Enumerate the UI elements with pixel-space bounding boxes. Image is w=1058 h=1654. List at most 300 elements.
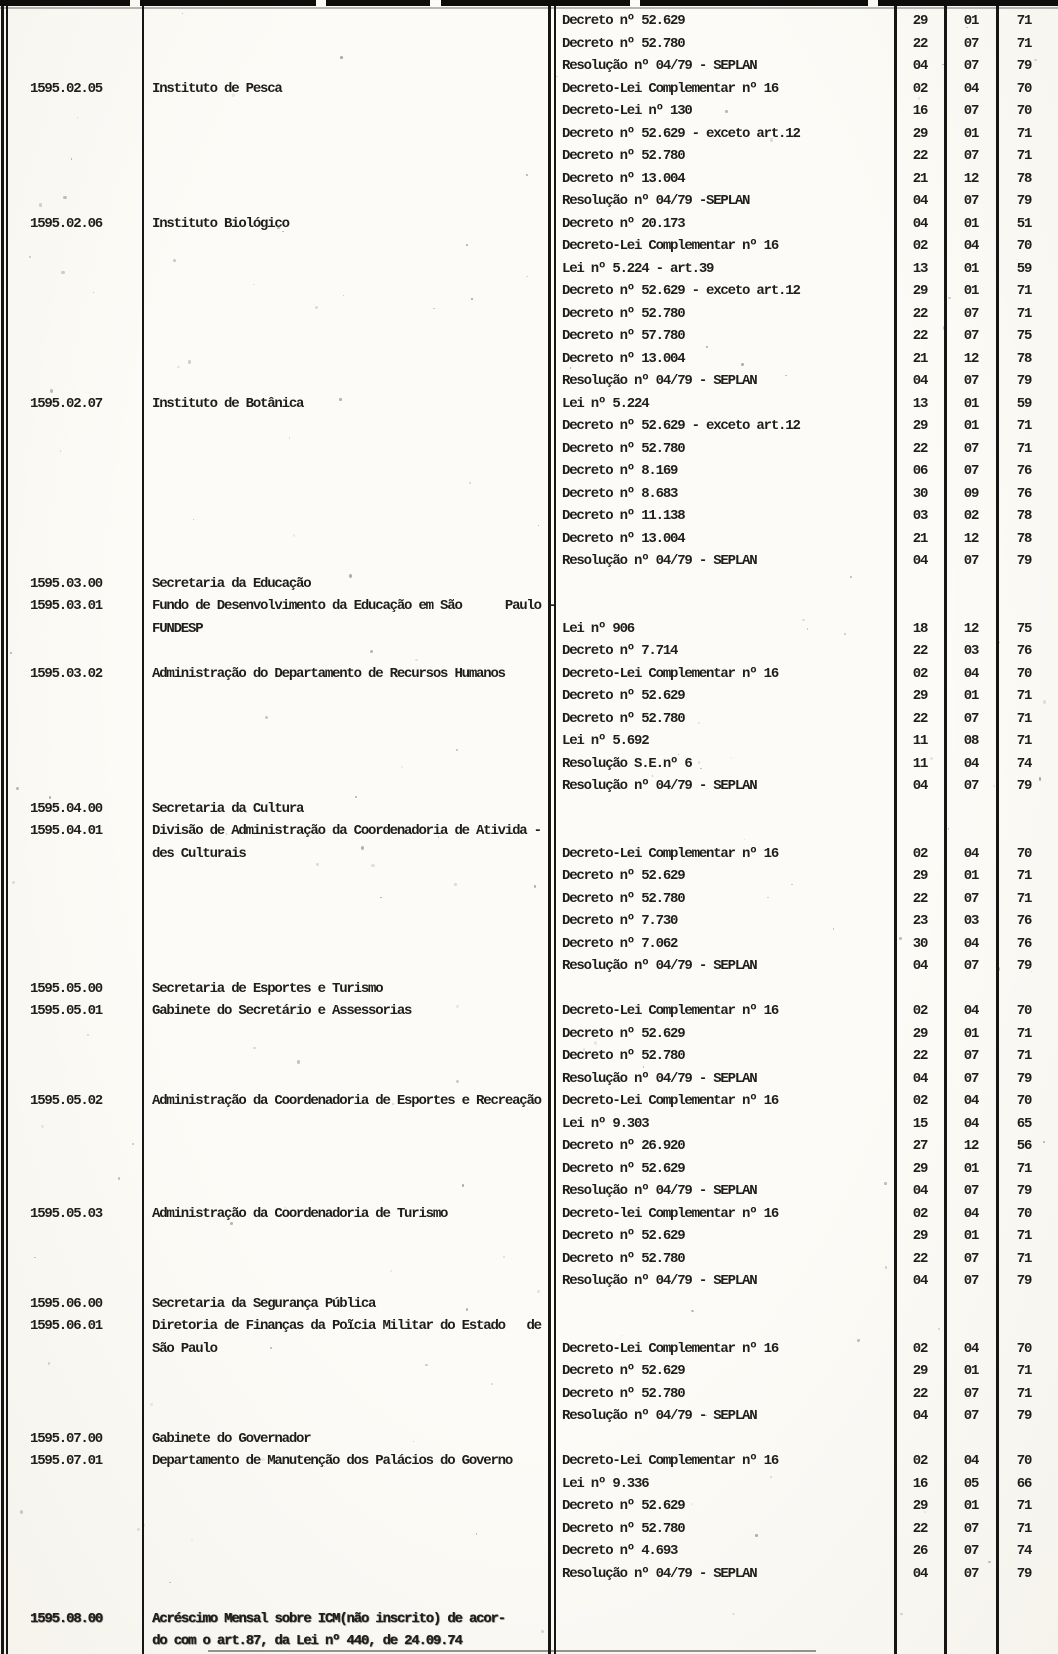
day-cell: 02 <box>912 80 928 97</box>
day-cell: 29 <box>912 13 928 29</box>
day-cell: 22 <box>912 643 928 659</box>
day-cell: 02 <box>912 845 928 862</box>
year-cell: 71 <box>1016 283 1032 299</box>
month-cell: 07 <box>963 1543 979 1559</box>
table-row <box>0 640 1058 663</box>
legal-basis-cell: Resolução nº 04/79 - SEPLAN <box>562 958 757 974</box>
year-cell: 79 <box>1016 373 1032 389</box>
table-row <box>0 1090 1058 1113</box>
day-cell: 13 <box>912 260 928 277</box>
year-cell: 79 <box>1016 193 1032 209</box>
month-cell: 04 <box>963 845 979 862</box>
unit-name-cell: Instituto de Pesca <box>152 80 282 97</box>
unit-code-cell: 1595.03.00 <box>30 575 103 592</box>
year-cell: 71 <box>1016 1498 1032 1514</box>
year-cell: 75 <box>1016 620 1032 637</box>
table-row <box>0 235 1058 258</box>
table-row <box>0 550 1058 573</box>
table-top-border-segment <box>640 0 868 6</box>
legal-basis-cell: Decreto nº 52.629 - exceto art.12 <box>562 283 800 299</box>
month-cell: 07 <box>963 1183 979 1199</box>
table-row <box>0 1473 1058 1496</box>
day-cell: 26 <box>912 1543 928 1559</box>
month-cell: 01 <box>963 1363 979 1379</box>
unit-code-cell: 1595.05.00 <box>30 980 103 997</box>
legal-basis-cell: Decreto nº 52.629 <box>562 1498 685 1514</box>
day-cell: 21 <box>912 170 928 187</box>
table-row <box>0 955 1058 978</box>
year-cell: 71 <box>1016 1048 1032 1064</box>
month-cell: 07 <box>963 373 979 389</box>
legal-basis-cell: Lei nº 9.336 <box>562 1475 649 1492</box>
unit-name-cell: Secretaria de Esportes e Turismo <box>152 980 383 997</box>
month-cell: 03 <box>963 643 979 659</box>
legal-basis-cell: Decreto-Lei Complementar nº 16 <box>562 1093 779 1109</box>
legal-basis-cell: Decreto nº 4.693 <box>562 1543 678 1559</box>
table-row <box>0 213 1058 236</box>
legal-basis-cell: Decreto-Lei Complementar nº 16 <box>562 1340 779 1357</box>
year-cell: 71 <box>1016 688 1032 704</box>
legal-basis-cell: Decreto nº 52.780 <box>562 710 685 727</box>
legal-basis-cell: Resolução nº 04/79 - SEPLAN <box>562 1273 757 1289</box>
day-cell: 22 <box>912 1520 928 1537</box>
year-cell: 70 <box>1016 238 1032 254</box>
month-cell: 01 <box>963 688 979 704</box>
table-row <box>0 1360 1058 1383</box>
table-row <box>0 1495 1058 1518</box>
year-cell: 70 <box>1016 80 1032 97</box>
legal-basis-cell: Decreto nº 20.173 <box>562 215 685 232</box>
legal-basis-cell: Resolução nº 04/79 - SEPLAN <box>562 1183 757 1199</box>
table-row <box>0 933 1058 956</box>
unit-code-cell: 1595.03.01 <box>30 598 103 614</box>
table-row <box>0 1068 1058 1091</box>
table-row <box>0 685 1058 708</box>
table-row <box>0 528 1058 551</box>
day-cell: 22 <box>912 328 928 344</box>
table-row <box>0 168 1058 191</box>
legal-basis-cell: Lei nº 5.224 <box>562 395 649 412</box>
table-row <box>0 280 1058 303</box>
unit-code-cell: 1595.02.06 <box>30 215 103 232</box>
table-row <box>0 865 1058 888</box>
table-row <box>0 1518 1058 1541</box>
legal-basis-cell: Decreto nº 13.004 <box>562 170 685 187</box>
day-cell: 30 <box>912 935 928 952</box>
legal-basis-cell: Decreto nº 7.714 <box>562 643 678 659</box>
month-cell: 04 <box>963 238 979 254</box>
table-row <box>0 843 1058 866</box>
legal-basis-cell: Decreto nº 13.004 <box>562 350 685 367</box>
table-top-border-segment <box>326 0 430 6</box>
year-cell: 59 <box>1016 260 1032 277</box>
day-cell: 29 <box>912 418 928 434</box>
month-cell: 07 <box>963 328 979 344</box>
day-cell: 11 <box>912 733 928 749</box>
unit-code-cell: 1595.08.00 <box>30 1610 103 1627</box>
month-cell: 01 <box>963 13 979 29</box>
day-cell: 04 <box>912 958 928 974</box>
table-row <box>0 123 1058 146</box>
day-cell: 18 <box>912 620 928 637</box>
day-cell: 30 <box>912 485 928 502</box>
year-cell: 71 <box>1016 148 1032 164</box>
year-cell: 79 <box>1016 778 1032 794</box>
table-row <box>0 325 1058 348</box>
unit-code-cell: 1595.02.07 <box>30 395 103 412</box>
year-cell: 65 <box>1016 1115 1032 1132</box>
table-row <box>0 1540 1058 1563</box>
month-cell: 08 <box>963 733 979 749</box>
legal-basis-cell: Lei nº 9.303 <box>562 1115 649 1132</box>
day-cell: 02 <box>912 1093 928 1109</box>
unit-name-cell: Administração do Departamento de Recursos Humanos <box>152 665 505 682</box>
table-row <box>0 348 1058 371</box>
table-row <box>0 775 1058 798</box>
unit-name-cell: Departamento de Manutenção dos Palácios do Governo <box>152 1453 513 1469</box>
year-cell: 70 <box>1016 665 1032 682</box>
day-cell: 02 <box>912 1205 928 1222</box>
table-top-border-segment <box>878 0 1058 6</box>
unit-code-cell: 1595.04.01 <box>30 823 103 839</box>
day-cell: 04 <box>912 1273 928 1289</box>
legal-basis-cell: Decreto nº 52.780 <box>562 148 685 164</box>
table-row <box>0 573 1058 596</box>
table-row <box>0 663 1058 686</box>
year-cell: 71 <box>1016 1520 1032 1537</box>
year-cell: 79 <box>1016 1273 1032 1289</box>
table-row <box>0 415 1058 438</box>
month-cell: 12 <box>963 530 979 547</box>
legal-basis-cell: Decreto-Lei Complementar nº 16 <box>562 845 779 862</box>
month-cell: 09 <box>963 485 979 502</box>
legal-basis-cell: Decreto nº 52.780 <box>562 890 685 907</box>
day-cell: 06 <box>912 463 928 479</box>
year-cell: 78 <box>1016 170 1032 187</box>
legal-basis-cell: Decreto nº 52.629 <box>562 868 685 884</box>
table-top-border-segment <box>140 0 316 6</box>
unit-name-cell: Gabinete do Secretário e Assessorias <box>152 1003 412 1019</box>
year-cell: 71 <box>1016 1250 1032 1267</box>
year-cell: 79 <box>1016 1408 1032 1424</box>
legal-basis-cell: Decreto nº 52.629 <box>562 688 685 704</box>
unit-name-cell: do com o art.87, da Lei nº 440, de 24.09.74 <box>152 1633 462 1649</box>
unit-name-cell: Diretoria de Finanças da Poĩcia Militar do Estado de <box>152 1318 541 1334</box>
year-cell: 79 <box>1016 1565 1032 1582</box>
legal-basis-cell: Decreto nº 52.629 - exceto art.12 <box>562 418 800 434</box>
day-cell: 11 <box>912 755 928 772</box>
legal-basis-cell: Decreto nº 52.629 <box>562 1160 685 1177</box>
month-cell: 04 <box>963 1205 979 1222</box>
legal-basis-cell: Lei nº 5.224 - art.39 <box>562 260 714 277</box>
month-cell: 01 <box>963 125 979 142</box>
year-cell: 56 <box>1016 1138 1032 1154</box>
unit-name-cell: Fundo de Desenvolvimento da Educação em São Paulo - <box>152 598 556 614</box>
blank-row <box>0 1585 1058 1608</box>
year-cell: 51 <box>1016 215 1032 232</box>
table-row <box>0 820 1058 843</box>
table-row <box>0 303 1058 326</box>
year-cell: 71 <box>1016 890 1032 907</box>
legal-basis-cell: Decreto-Lei Complementar nº 16 <box>562 665 779 682</box>
year-cell: 75 <box>1016 328 1032 344</box>
year-cell: 70 <box>1016 1453 1032 1469</box>
day-cell: 02 <box>912 1340 928 1357</box>
month-cell: 07 <box>963 710 979 727</box>
legal-basis-cell: Decreto nº 52.629 - exceto art.12 <box>562 125 800 142</box>
legal-basis-cell: Decreto-Lei Complementar nº 16 <box>562 1003 779 1019</box>
unit-code-cell: 1595.05.03 <box>30 1205 103 1222</box>
table-row <box>0 978 1058 1001</box>
unit-name-cell: Divisão de Administração da Coordenadoria de Ativida - <box>152 823 541 839</box>
month-cell: 01 <box>963 868 979 884</box>
legal-basis-cell: Decreto nº 26.920 <box>562 1138 685 1154</box>
table-row <box>0 1180 1058 1203</box>
legal-basis-cell: Decreto nº 52.780 <box>562 305 685 322</box>
month-cell: 07 <box>963 305 979 322</box>
table-row <box>0 258 1058 281</box>
month-cell: 07 <box>963 890 979 907</box>
day-cell: 22 <box>912 1048 928 1064</box>
month-cell: 07 <box>963 440 979 457</box>
year-cell: 74 <box>1016 1543 1032 1559</box>
day-cell: 21 <box>912 350 928 367</box>
unit-name-cell: Gabinete do Governador <box>152 1430 311 1447</box>
day-cell: 29 <box>912 1228 928 1244</box>
table-row <box>0 1225 1058 1248</box>
year-cell: 74 <box>1016 755 1032 772</box>
day-cell: 29 <box>912 1160 928 1177</box>
month-cell: 07 <box>963 103 979 119</box>
legal-basis-cell: Decreto nº 7.062 <box>562 935 678 952</box>
year-cell: 70 <box>1016 1003 1032 1019</box>
legal-basis-cell: Decreto-Lei Complementar nº 16 <box>562 238 779 254</box>
day-cell: 29 <box>912 1498 928 1514</box>
month-cell: 07 <box>963 778 979 794</box>
year-cell: 70 <box>1016 103 1032 119</box>
year-cell: 76 <box>1016 485 1032 502</box>
day-cell: 23 <box>912 913 928 929</box>
table-row <box>0 505 1058 528</box>
legal-basis-cell: Decreto nº 52.780 <box>562 1520 685 1537</box>
unit-code-cell: 1595.02.05 <box>30 80 103 97</box>
table-row <box>0 1045 1058 1068</box>
year-cell: 76 <box>1016 643 1032 659</box>
month-cell: 12 <box>963 170 979 187</box>
unit-code-cell: 1595.06.00 <box>30 1295 103 1312</box>
year-cell: 71 <box>1016 1363 1032 1379</box>
table-row <box>0 1023 1058 1046</box>
table-row <box>0 55 1058 78</box>
month-cell: 01 <box>963 1025 979 1042</box>
month-cell: 04 <box>963 1115 979 1132</box>
table-row <box>0 1158 1058 1181</box>
table-row <box>0 888 1058 911</box>
month-cell: 07 <box>963 1565 979 1582</box>
month-cell: 04 <box>963 665 979 682</box>
month-cell: 04 <box>963 80 979 97</box>
month-cell: 01 <box>963 283 979 299</box>
unit-name-cell: FUNDESP <box>152 620 203 637</box>
year-cell: 79 <box>1016 1070 1032 1087</box>
month-cell: 07 <box>963 958 979 974</box>
day-cell: 16 <box>912 1475 928 1492</box>
legal-basis-cell: Decreto nº 52.780 <box>562 35 685 52</box>
month-cell: 04 <box>963 1453 979 1469</box>
table-row <box>0 618 1058 641</box>
year-cell: 71 <box>1016 305 1032 322</box>
day-cell: 04 <box>912 215 928 232</box>
year-cell: 79 <box>1016 58 1032 74</box>
month-cell: 07 <box>963 35 979 52</box>
legal-basis-cell: Decreto-Lei Complementar nº 16 <box>562 80 779 97</box>
year-cell: 76 <box>1016 935 1032 952</box>
day-cell: 03 <box>912 508 928 524</box>
table-row <box>0 1113 1058 1136</box>
day-cell: 13 <box>912 395 928 412</box>
day-cell: 02 <box>912 1003 928 1019</box>
table-row <box>0 1315 1058 1338</box>
month-cell: 07 <box>963 553 979 569</box>
table-row <box>0 708 1058 731</box>
month-cell: 07 <box>963 1048 979 1064</box>
month-cell: 01 <box>963 395 979 412</box>
month-cell: 01 <box>963 215 979 232</box>
table-row <box>0 1338 1058 1361</box>
year-cell: 70 <box>1016 1093 1032 1109</box>
unit-name-cell: Secretaria da Segurança Pública <box>152 1295 376 1312</box>
legal-basis-cell: Decreto-lei Complementar nº 16 <box>562 1205 779 1222</box>
day-cell: 29 <box>912 688 928 704</box>
day-cell: 29 <box>912 1025 928 1042</box>
month-cell: 12 <box>963 1138 979 1154</box>
legal-basis-cell: Resolução nº 04/79 - SEPLAN <box>562 58 757 74</box>
month-cell: 07 <box>963 1385 979 1402</box>
day-cell: 22 <box>912 890 928 907</box>
day-cell: 29 <box>912 1363 928 1379</box>
day-cell: 04 <box>912 193 928 209</box>
legal-basis-cell: Decreto nº 52.780 <box>562 1048 685 1064</box>
legal-basis-cell: Decreto nº 52.629 <box>562 1363 685 1379</box>
unit-name-cell: Administração da Coordenadoria de Esportes e Recreação <box>152 1093 541 1109</box>
unit-code-cell: 1595.04.00 <box>30 800 103 817</box>
table-row <box>0 1405 1058 1428</box>
legal-basis-cell: Decreto nº 52.780 <box>562 1385 685 1402</box>
legal-basis-cell: Resolução nº 04/79 - SEPLAN <box>562 373 757 389</box>
month-cell: 07 <box>963 148 979 164</box>
year-cell: 71 <box>1016 1228 1032 1244</box>
day-cell: 29 <box>912 283 928 299</box>
month-cell: 12 <box>963 350 979 367</box>
legal-basis-cell: Decreto nº 52.780 <box>562 440 685 457</box>
unit-code-cell: 1595.07.01 <box>30 1453 103 1469</box>
table-row <box>0 1203 1058 1226</box>
legal-basis-cell: Decreto nº 52.629 <box>562 1025 685 1042</box>
day-cell: 27 <box>912 1138 928 1154</box>
table-row <box>0 1428 1058 1451</box>
year-cell: 79 <box>1016 1183 1032 1199</box>
legal-basis-cell: Resolução nº 04/79 - SEPLAN <box>562 1070 757 1087</box>
day-cell: 04 <box>912 1565 928 1582</box>
table-top-border-thin-line <box>0 7 1058 9</box>
year-cell: 70 <box>1016 1340 1032 1357</box>
year-cell: 71 <box>1016 868 1032 884</box>
day-cell: 21 <box>912 530 928 547</box>
unit-name-cell: São Paulo <box>152 1340 217 1357</box>
month-cell: 04 <box>963 935 979 952</box>
year-cell: 71 <box>1016 1160 1032 1177</box>
table-row <box>0 1248 1058 1271</box>
table-bottom-border-segment <box>208 1650 816 1652</box>
table-row <box>0 438 1058 461</box>
table-row <box>0 460 1058 483</box>
month-cell: 04 <box>963 1003 979 1019</box>
year-cell: 71 <box>1016 418 1032 434</box>
legislation-table <box>0 10 1058 1653</box>
year-cell: 71 <box>1016 733 1032 749</box>
table-row <box>0 1563 1058 1586</box>
legal-basis-cell: Decreto nº 57.780 <box>562 328 685 344</box>
month-cell: 01 <box>963 418 979 434</box>
legal-basis-cell: Decreto nº 11.138 <box>562 508 685 524</box>
table-row <box>0 1000 1058 1023</box>
day-cell: 29 <box>912 125 928 142</box>
year-cell: 59 <box>1016 395 1032 412</box>
month-cell: 05 <box>963 1475 979 1492</box>
year-cell: 79 <box>1016 553 1032 569</box>
day-cell: 22 <box>912 35 928 52</box>
table-row <box>0 1293 1058 1316</box>
month-cell: 01 <box>963 1160 979 1177</box>
month-cell: 07 <box>963 1250 979 1267</box>
day-cell: 02 <box>912 238 928 254</box>
day-cell: 04 <box>912 373 928 389</box>
table-row <box>0 100 1058 123</box>
day-cell: 02 <box>912 1453 928 1469</box>
table-row <box>0 1383 1058 1406</box>
day-cell: 22 <box>912 440 928 457</box>
year-cell: 79 <box>1016 958 1032 974</box>
day-cell: 22 <box>912 305 928 322</box>
day-cell: 22 <box>912 710 928 727</box>
month-cell: 01 <box>963 1498 979 1514</box>
legal-basis-cell: Resolução nº 04/79 - SEPLAN <box>562 778 757 794</box>
table-row <box>0 370 1058 393</box>
month-cell: 03 <box>963 913 979 929</box>
table-row <box>0 595 1058 618</box>
unit-code-cell: 1595.06.01 <box>30 1318 103 1334</box>
month-cell: 12 <box>963 620 979 637</box>
month-cell: 04 <box>963 755 979 772</box>
day-cell: 16 <box>912 103 928 119</box>
month-cell: 07 <box>963 58 979 74</box>
legal-basis-cell: Resolução nº 04/79 - SEPLAN <box>562 553 757 569</box>
year-cell: 66 <box>1016 1475 1032 1492</box>
table-row <box>0 1608 1058 1631</box>
day-cell: 02 <box>912 665 928 682</box>
month-cell: 04 <box>963 1093 979 1109</box>
legal-basis-cell: Decreto nº 7.730 <box>562 913 678 929</box>
year-cell: 71 <box>1016 440 1032 457</box>
day-cell: 04 <box>912 1070 928 1087</box>
unit-name-cell: Instituto Biológico <box>152 215 289 232</box>
day-cell: 04 <box>912 553 928 569</box>
day-cell: 29 <box>912 868 928 884</box>
table-row <box>0 753 1058 776</box>
year-cell: 71 <box>1016 13 1032 29</box>
month-cell: 07 <box>963 1520 979 1537</box>
year-cell: 71 <box>1016 35 1032 52</box>
